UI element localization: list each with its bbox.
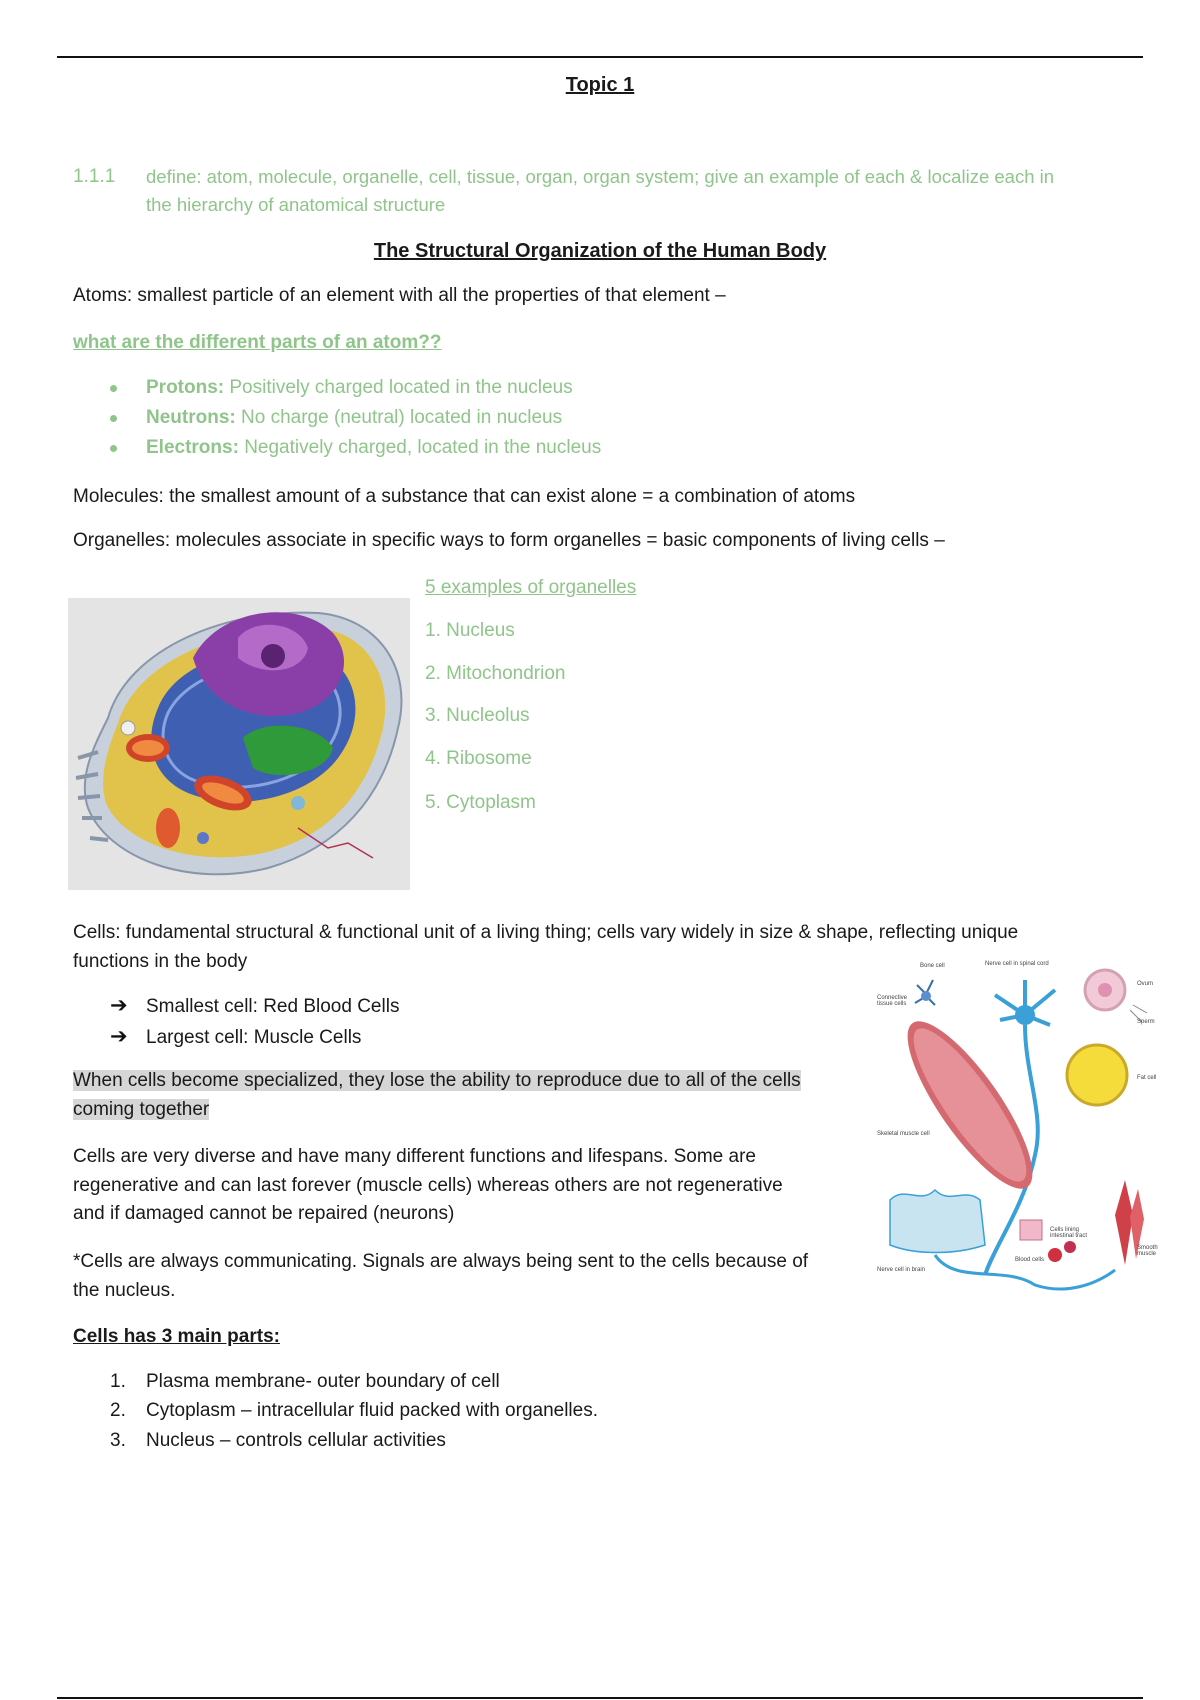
objective-line-1: define: atom, molecule, organelle, cell, tissue, organ, organ system; give an example of each & localize each in (146, 166, 1055, 187)
main-part-num: 3. (110, 1430, 126, 1451)
highlight: When cells become specialized, they lose the ability to reproduce due to all of the cells (73, 1070, 801, 1091)
top-rule (57, 56, 1143, 58)
specialized-note-line-1 (73, 1070, 801, 1092)
diverse-line-2: regenerative and can last forever (muscle cells) whereas others are not regenerative (73, 1175, 783, 1196)
figure-label: Smooth muscle (1137, 1245, 1158, 1257)
highlight: coming together (73, 1099, 210, 1120)
diverse-line-1: Cells are very diverse and have many different functions and lifespans. Some are (73, 1146, 756, 1167)
atom-part-desc: No charge (neutral) located in nucleus (235, 407, 563, 428)
main-part-num: 2. (110, 1400, 126, 1421)
figure-label: Fat cell (1137, 1075, 1157, 1081)
organelle-example: 4. Ribosome (425, 748, 532, 769)
communicating-line-2: the nucleus. (73, 1280, 176, 1301)
bullet-icon (110, 415, 117, 422)
cells-definition-line-2: functions in the body (73, 951, 248, 972)
figure-label: Bone cell (920, 963, 945, 969)
atom-part-term: Protons: (146, 377, 225, 398)
figure-label: Nerve cell in spinal cord (985, 961, 1049, 967)
figure-label: Skeletal muscle cell (877, 1131, 930, 1137)
objective-line-2: the hierarchy of anatomical structure (146, 194, 446, 215)
cells-definition-line-1: Cells: fundamental structural & functional unit of a living thing; cells vary widely in size & shape, reflecting unique (73, 922, 1019, 943)
organelle-example: 1. Nucleus (425, 620, 515, 641)
figure-label: Connective tissue cells (877, 995, 908, 1007)
objective-number: 1.1.1 (73, 166, 116, 187)
bullet-icon (110, 445, 117, 452)
animal-cell-illustration (68, 598, 410, 890)
atoms-question: what are the different parts of an atom?? (73, 332, 442, 353)
page-title: Topic 1 (565, 74, 635, 96)
bottom-rule (57, 1697, 1143, 1699)
bullet-icon (110, 385, 117, 392)
organelle-example: 3. Nucleolus (425, 705, 530, 726)
section-title: The Structural Organization of the Human Body (373, 240, 827, 262)
molecules-definition: Molecules: the smallest amount of a substance that can exist alone = a combination of atoms (73, 486, 856, 507)
atoms-definition: Atoms: smallest particle of an element with all the properties of that element – (73, 285, 726, 306)
atom-part-desc: Positively charged located in the nucleus (224, 377, 573, 398)
figure-label: Cells lining intestinal tract (1050, 1227, 1088, 1239)
arrow-right-icon: ➔ (110, 994, 128, 1017)
cell-types-illustration (875, 955, 1165, 1315)
largest-cell: Largest cell: Muscle Cells (146, 1027, 362, 1048)
figure-label: Ovum (1137, 981, 1154, 987)
main-part-text: Nucleus – controls cellular activities (146, 1430, 446, 1451)
atom-part-term: Neutrons: (146, 407, 236, 428)
atom-part-neutrons (146, 407, 562, 429)
animal-cell-svg (68, 598, 410, 890)
main-part-text: Plasma membrane- outer boundary of cell (146, 1371, 500, 1392)
organelle-example: 2. Mitochondrion (425, 663, 566, 684)
arrow-right-icon: ➔ (110, 1025, 128, 1048)
smallest-cell: Smallest cell: Red Blood Cells (146, 996, 400, 1017)
figure-label: Nerve cell in brain (877, 1267, 926, 1273)
atom-part-protons (146, 377, 573, 399)
diverse-line-3: and if damaged cannot be repaired (neurons) (73, 1203, 455, 1224)
figure-label: Sperm (1137, 1019, 1155, 1025)
figure-label: Blood cells (1015, 1257, 1045, 1263)
organelle-example: 5. Cytoplasm (425, 792, 536, 813)
main-part-text: Cytoplasm – intracellular fluid packed with organelles. (146, 1400, 599, 1421)
main-part-num: 1. (110, 1371, 126, 1392)
specialized-note-line-2 (73, 1099, 209, 1121)
organelles-examples-title: 5 examples of organelles (425, 577, 637, 598)
organelles-definition: Organelles: molecules associate in specific ways to form organelles = basic components of living cells – (73, 530, 945, 551)
communicating-line-1: *Cells are always communicating. Signals are always being sent to the cells because of (73, 1251, 809, 1272)
atom-part-electrons (146, 437, 601, 459)
atom-part-desc: Negatively charged, located in the nucleus (238, 437, 602, 458)
main-parts-title: Cells has 3 main parts: (73, 1326, 280, 1347)
atom-part-term: Electrons: (146, 437, 239, 458)
